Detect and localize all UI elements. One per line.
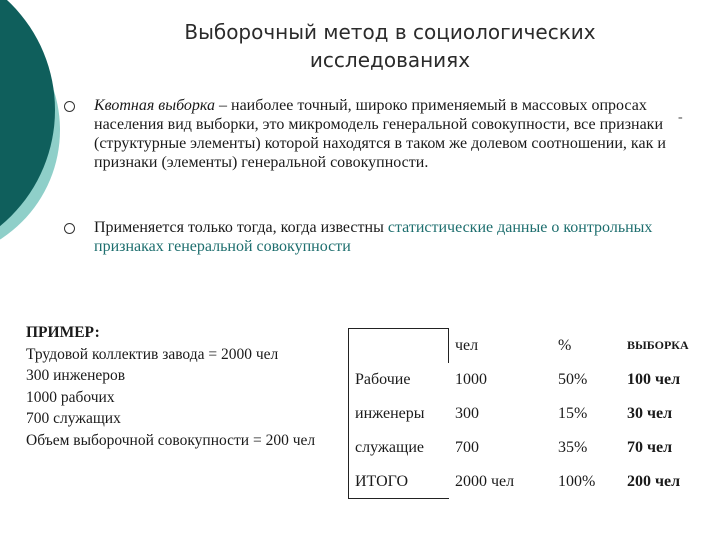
term-quota-sampling: Квотная выборка	[94, 97, 215, 114]
table-row	[349, 363, 704, 397]
table-cell: 200 чел	[621, 465, 704, 499]
table-cell: 700	[449, 431, 552, 465]
bullet-text	[94, 96, 674, 172]
highlight-text: статистические данные о контрольных признаках генеральной совокупности	[94, 219, 653, 255]
quota-table	[348, 328, 704, 499]
dash-mark: -	[678, 110, 683, 125]
bullet-circle-icon	[64, 101, 75, 112]
table-row	[349, 431, 704, 465]
table-cell: ИТОГО	[349, 465, 449, 499]
table-cell: 100%	[552, 465, 621, 499]
bullet-body: – наиболее точный, широко применяемый в массовых опросах населения вид выборки, это микромодель генеральной совокупности, все признаки (структурные элементы) которой находятся в таком же долевом соотношении, как и признаки (элементы) генеральной совокупности.	[94, 97, 666, 171]
bullet-body: Применяется только тогда, когда известны	[94, 219, 388, 236]
table-cell: 1000	[449, 363, 552, 397]
table-cell: %	[552, 329, 621, 363]
table-cell: 50%	[552, 363, 621, 397]
bullet-text	[94, 218, 674, 256]
table-cell: 70 чел	[621, 431, 704, 465]
example-line: 300 инженеров	[26, 367, 126, 384]
table-cell: 30 чел	[621, 397, 704, 431]
table-cell	[349, 329, 449, 363]
decorative-circles	[0, 0, 70, 300]
example-line: Трудовой коллектив завода = 2000 чел	[26, 345, 279, 363]
table-cell: 2000 чел	[449, 465, 552, 499]
table-row	[349, 465, 704, 499]
table-cell: ВЫБОРКА	[621, 329, 704, 363]
bullet-circle-icon	[64, 223, 75, 234]
example-title: ПРИМЕР:	[26, 324, 100, 341]
table-cell: служащие	[349, 431, 449, 465]
table-cell: 15%	[552, 397, 621, 431]
table-cell: 35%	[552, 431, 621, 465]
table-cell: инженеры	[349, 397, 449, 431]
example-line: Объем выборочной совокупности = 200 чел	[26, 431, 316, 449]
table-cell: 100 чел	[621, 363, 704, 397]
table-header-row	[349, 329, 704, 363]
table-cell: чел	[449, 329, 552, 363]
table-cell: 300	[449, 397, 552, 431]
table-cell: Рабочие	[349, 363, 449, 397]
slide-title: Выборочный метод в социологических исследованиях	[184, 20, 596, 72]
example-line: 1000 рабочих	[26, 388, 115, 406]
table-row	[349, 397, 704, 431]
example-block	[26, 322, 346, 451]
example-line: 700 служащих	[26, 410, 121, 427]
